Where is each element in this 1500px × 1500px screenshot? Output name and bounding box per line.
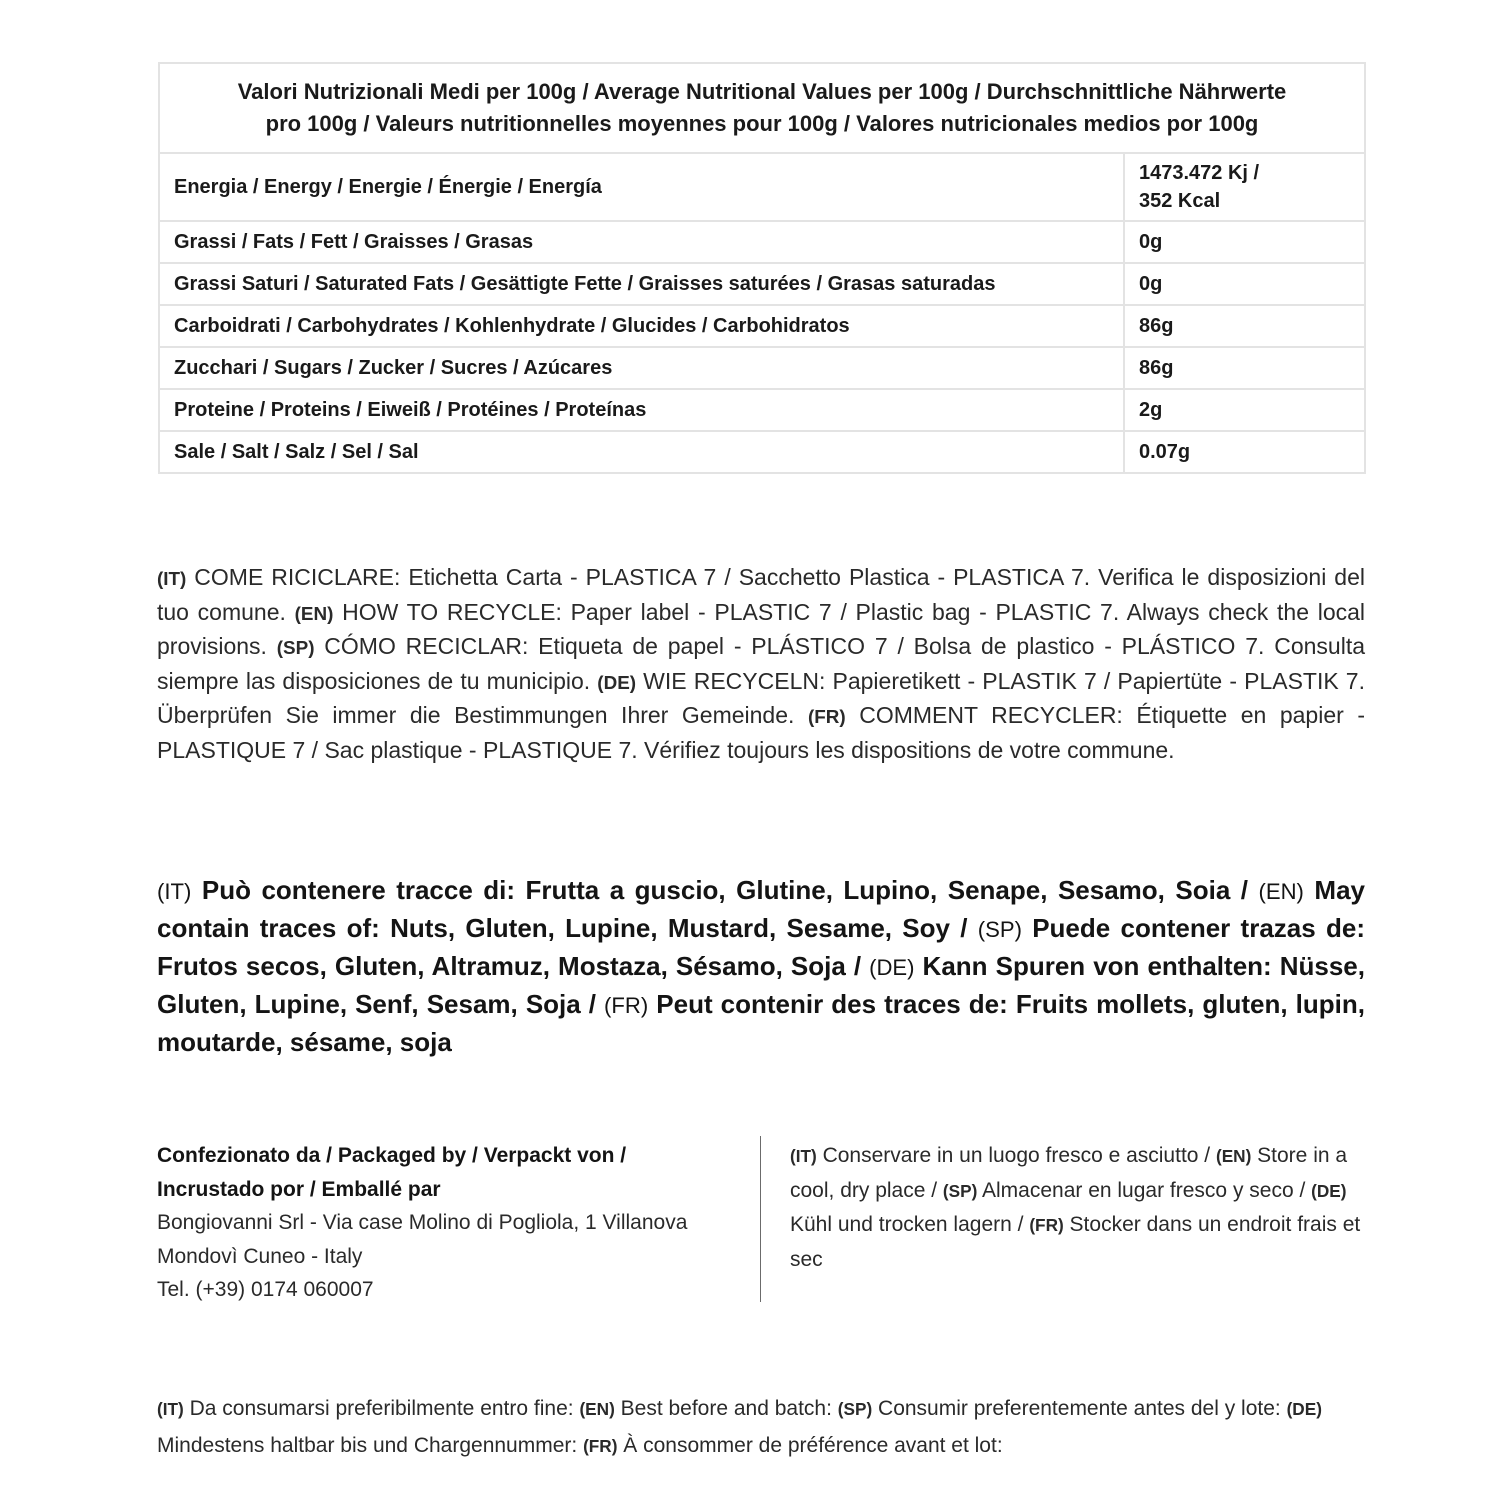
nutrient-label: Zucchari / Sugars / Zucker / Sucres / Azúcares [159, 347, 1124, 389]
best-before-text: Da consumarsi preferibilmente entro fine: [183, 1397, 580, 1420]
storage-text: Almacenar en lugar fresco y seco / [977, 1178, 1312, 1202]
lang-code: (DE) [597, 671, 637, 693]
best-before-text: Best before and batch: [614, 1397, 838, 1420]
lang-code: (IT) [790, 1146, 817, 1166]
nutrient-value: 86g [1124, 305, 1365, 347]
nutrient-value: 0g [1124, 263, 1365, 305]
table-row [159, 221, 1365, 263]
packaged-heading-line-1: Confezionato da / Packaged by / Verpackt von / [157, 1144, 627, 1167]
best-before-text: Mindestens haltbar bis und Chargennummer: [157, 1433, 584, 1457]
traces-text: Kann Spuren von enthalten: Nüsse, Gluten, Lupine, Senf, Sesam, Soja / [157, 951, 1365, 1019]
nutrient-value: 86g [1124, 347, 1365, 389]
lang-code: (FR) [807, 706, 846, 727]
nutrient-value: 2g [1124, 389, 1365, 431]
nutrition-header-line-1: Valori Nutrizionali Medi per 100g / Average Nutritional Values per 100g / Durchschnittliche Nährwerte [237, 79, 1287, 104]
packager-phone: Tel. (+39) 0174 060007 [157, 1278, 374, 1301]
storage-text: Conservare in un luogo fresco e asciutto / [816, 1144, 1216, 1167]
lang-code: (DE) [1311, 1180, 1347, 1201]
best-before-text: À consommer de préférence avant et lot: [617, 1433, 1003, 1457]
lang-code: (EN) [1215, 1146, 1252, 1166]
nutrient-value: 0g [1124, 221, 1365, 263]
traces-text: May contain traces of: Nuts, Gluten, Lupine, Mustard, Sesame, Soy / [157, 875, 1365, 943]
table-row [159, 153, 1365, 221]
recycling-text: WIE RECYCELN: Papieretikett - PLASTIK 7 / Papiertüte - PLASTIK 7. Überprüfen Sie immer die Bestimmungen Ihrer Gemeinde. [157, 667, 1365, 728]
nutrient-label: Grassi / Fats / Fett / Graisses / Grasas [159, 221, 1124, 263]
lang-code: (FR) [583, 1435, 618, 1456]
table-row [159, 347, 1365, 389]
lang-code: (IT) [157, 1399, 184, 1419]
lang-code: (SP) [837, 1399, 873, 1419]
column-divider [760, 1136, 761, 1302]
lang-code: (DE) [1286, 1399, 1322, 1419]
lang-code: (EN) [294, 602, 334, 624]
table-row [159, 431, 1365, 473]
lang-code: (IT) [157, 879, 192, 904]
nutrient-label: Energia / Energy / Energie / Énergie / Energía [159, 153, 1124, 221]
allergen-traces [157, 872, 1365, 1060]
storage-text: Kühl und trocken lagern / [790, 1213, 1030, 1236]
lang-code: (EN) [579, 1399, 615, 1419]
traces-text: Puede contener trazas de: Frutos secos, Gluten, Altramuz, Mostaza, Sésamo, Soja / [157, 913, 1365, 981]
storage-instructions [790, 1139, 1365, 1276]
nutrient-label: Grassi Saturi / Saturated Fats / Gesättigte Fette / Graisses saturées / Grasas saturadas [159, 263, 1124, 305]
packager-address-line-1: Bongiovanni Srl - Via case Molino di Pogliola, 1 Villanova [157, 1211, 688, 1234]
table-row [159, 263, 1365, 305]
nutrition-table-header [159, 63, 1365, 153]
lang-code: (SP) [977, 917, 1022, 942]
traces-text: Peut contenir des traces de: Fruits mollets, gluten, lupin, moutarde, sésame, soja [157, 989, 1365, 1057]
recycling-instructions [157, 561, 1365, 766]
packager-address-line-2: Mondovì Cuneo - Italy [157, 1244, 363, 1268]
nutrient-label: Sale / Salt / Salz / Sel / Sal [159, 431, 1124, 473]
best-before-notice [157, 1391, 1365, 1464]
nutrient-value: 0.07g [1124, 431, 1365, 473]
nutrition-header-line-2: pro 100g / Valeurs nutritionnelles moyennes pour 100g / Valores nutricionales medios por 100g [265, 111, 1259, 136]
lang-code: (EN) [1258, 879, 1304, 904]
table-row [159, 389, 1365, 431]
lang-code: (SP) [276, 637, 315, 658]
lang-code: (FR) [1029, 1215, 1064, 1235]
nutrient-label: Proteine / Proteins / Eiweiß / Protéines / Proteínas [159, 389, 1124, 431]
lang-code: (SP) [942, 1180, 978, 1201]
lang-code: (DE) [869, 955, 915, 980]
energy-kj: 1473.472 Kj / [1139, 162, 1260, 184]
nutrient-label: Carboidrati / Carbohydrates / Kohlenhydrate / Glucides / Carbohidratos [159, 305, 1124, 347]
recycling-text: COME RICICLARE: Etichetta Carta - PLASTICA 7 / Sacchetto Plastica - PLASTICA 7. Verifica le disposizioni del tuo comune. [157, 564, 1365, 625]
energy-kcal: 352 Kcal [1139, 190, 1221, 212]
lang-code: (IT) [157, 568, 187, 589]
packaged-heading-line-2: Incrustado por / Emballé par [157, 1177, 441, 1201]
lang-code: (FR) [604, 993, 649, 1018]
recycling-text: COMMENT RECYCLER: Étiquette en papier - PLASTIQUE 7 / Sac plastique - PLASTIQUE 7. Vérifiez toujours les dispositions de votre commune. [157, 702, 1365, 763]
traces-text: Può contenere tracce di: Frutta a guscio, Glutine, Lupino, Senape, Sesamo, Soia / [191, 875, 1259, 905]
table-row [159, 305, 1365, 347]
packaged-by-block [157, 1139, 747, 1307]
best-before-text: Consumir preferentemente antes del y lote: [872, 1397, 1287, 1420]
storage-text: Stocker dans un endroit frais et sec [790, 1213, 1361, 1271]
nutrition-table [158, 62, 1366, 474]
storage-text: Store in a cool, dry place / [790, 1144, 1348, 1202]
nutrient-value [1124, 153, 1365, 221]
recycling-text: CÓMO RECICLAR: Etiqueta de papel - PLÁSTICO 7 / Bolsa de plastico - PLÁSTICO 7. Consulta siempre las disposiciones de tu municipio. [157, 633, 1365, 694]
recycling-text: HOW TO RECYCLE: Paper label - PLASTIC 7 / Plastic bag - PLASTIC 7. Always check the local provisions. [157, 598, 1366, 659]
